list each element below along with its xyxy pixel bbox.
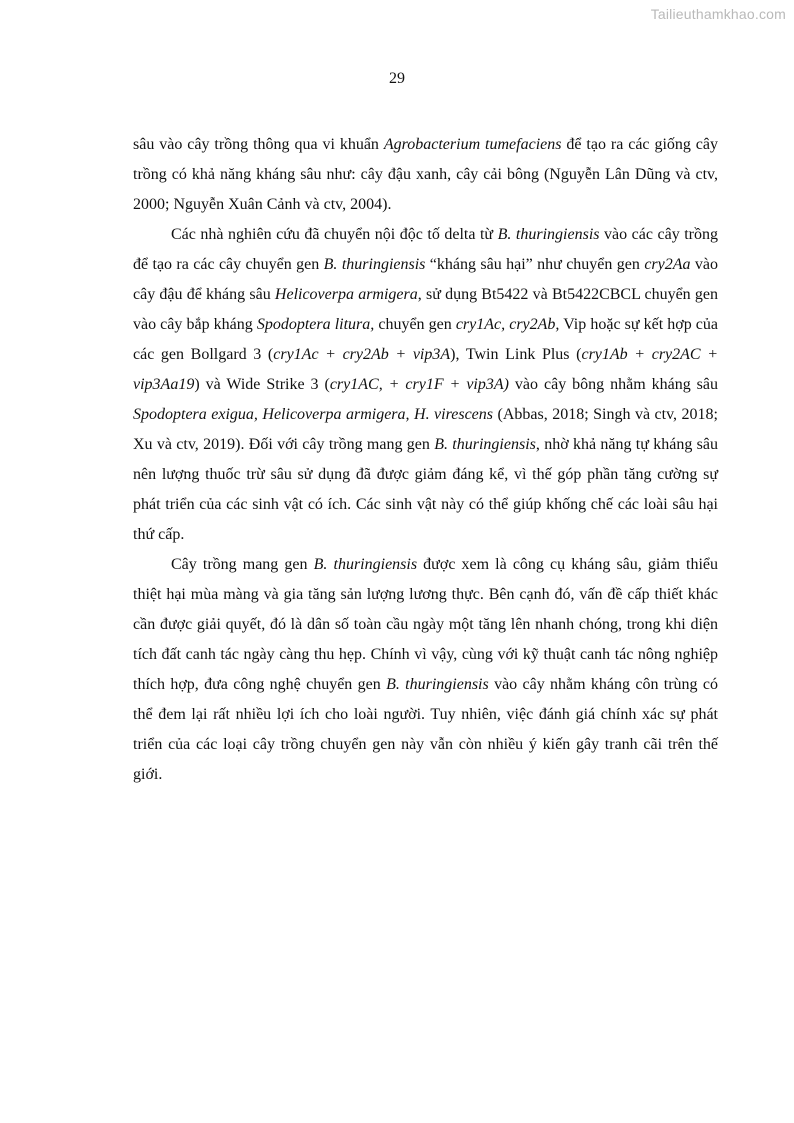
text-run: , nhờ khả năng tự kháng sâu nên lượng thuốc trừ sâu sử dụng đã được giảm đáng kể, vì thế góp phần tăng cường sự phát triển của các sinh vật có ích. Các sinh vật này có thể giúp khống chế các loài sâu hại thứ cấp. <box>133 436 718 543</box>
italic-text-run: Agrobacterium tumefaciens <box>383 136 562 153</box>
page-number: 29 <box>389 70 405 87</box>
text-run: vào cây bông nhằm kháng sâu <box>508 376 718 393</box>
text-run: được xem là công cụ kháng sâu, giảm thiểu thiệt hại mùa màng và gia tăng sản lượng lương thực. Bên cạnh đó, vấn đề cấp thiết khác cần được giải quyết, đó là dân số toàn cầu ngày một tăng lên nhanh chóng, trong khi diện tích đất canh tác ngày càng thu hẹp. Chính vì vậy, cùng với kỹ thuật canh tác nông nghiệp thích hợp, đưa công nghệ chuyển gen <box>133 556 718 693</box>
watermark-text: Tailieuthamkhao.com <box>650 6 786 22</box>
text-run: sâu vào cây trồng thông qua vi khuẩn <box>133 136 384 153</box>
text-run: (Abbas, 2018; Singh và ctv, 2018; Xu và ctv, 2019). Đối với cây trồng mang gen <box>133 406 718 453</box>
italic-text-run: cry1Ab + cry2AC + vip3Aa19 <box>133 346 719 393</box>
text-run: chuyển gen <box>374 316 456 333</box>
italic-text-run: B. thuringiensis <box>313 556 418 573</box>
italic-text-run: cry1Ac, cry2Ab, <box>455 316 560 333</box>
body-text <box>133 130 718 790</box>
text-run: “kháng sâu hại” như chuyển gen <box>425 256 645 273</box>
text-run: Vip hoặc sự kết hợp của các gen Bollgard 3 ( <box>133 316 718 363</box>
italic-text-run: B. thuringiensis <box>323 256 426 273</box>
italic-text-run: Spodoptera litura, <box>256 316 375 333</box>
italic-text-run: B. thuringiensis <box>434 436 536 453</box>
text-run: ), Twin Link Plus ( <box>450 346 582 363</box>
paragraph <box>133 550 718 790</box>
text-run: vào cây nhằm kháng côn trùng có thể đem lại rất nhiều lợi ích cho loài người. Tuy nhiên, việc đánh giá chính xác sự phát triển của các loại cây trồng chuyển gen này vẫn còn nhiều ý kiến gây tranh cãi trên thế giới. <box>133 676 718 783</box>
italic-text-run: cry1AC, + cry1F + vip3A) <box>329 376 509 393</box>
italic-text-run: B. thuringiensis <box>386 676 489 693</box>
text-run: , sử dụng Bt5422 và Bt5422CBCL chuyển gen vào cây bắp kháng <box>133 286 718 333</box>
italic-text-run: cry2Aa <box>644 256 691 273</box>
text-run: Cây trồng mang gen <box>171 556 314 573</box>
text-run: ) và Wide Strike 3 ( <box>194 376 330 393</box>
italic-text-run: cry1Ac + cry2Ab + vip3A <box>273 346 451 363</box>
paragraph <box>133 130 718 220</box>
paragraph <box>133 220 718 550</box>
text-run: vào các cây trồng để tạo ra các cây chuyển gen <box>133 226 718 273</box>
italic-text-run: B. thuringiensis <box>497 226 600 243</box>
text-run: vào cây đậu để kháng sâu <box>133 256 719 303</box>
italic-text-run: Spodoptera exigua, Helicoverpa armigera, H. virescens <box>133 406 493 423</box>
italic-text-run: Helicoverpa armigera <box>274 286 418 303</box>
text-run: để tạo ra các giống cây trồng có khả năng kháng sâu như: cây đậu xanh, cây cải bông (Nguyễn Lân Dũng và ctv, 2000; Nguyễn Xuân Cảnh và ctv, 2004). <box>133 136 719 213</box>
text-run: Các nhà nghiên cứu đã chuyển nội độc tố delta từ <box>171 226 498 243</box>
